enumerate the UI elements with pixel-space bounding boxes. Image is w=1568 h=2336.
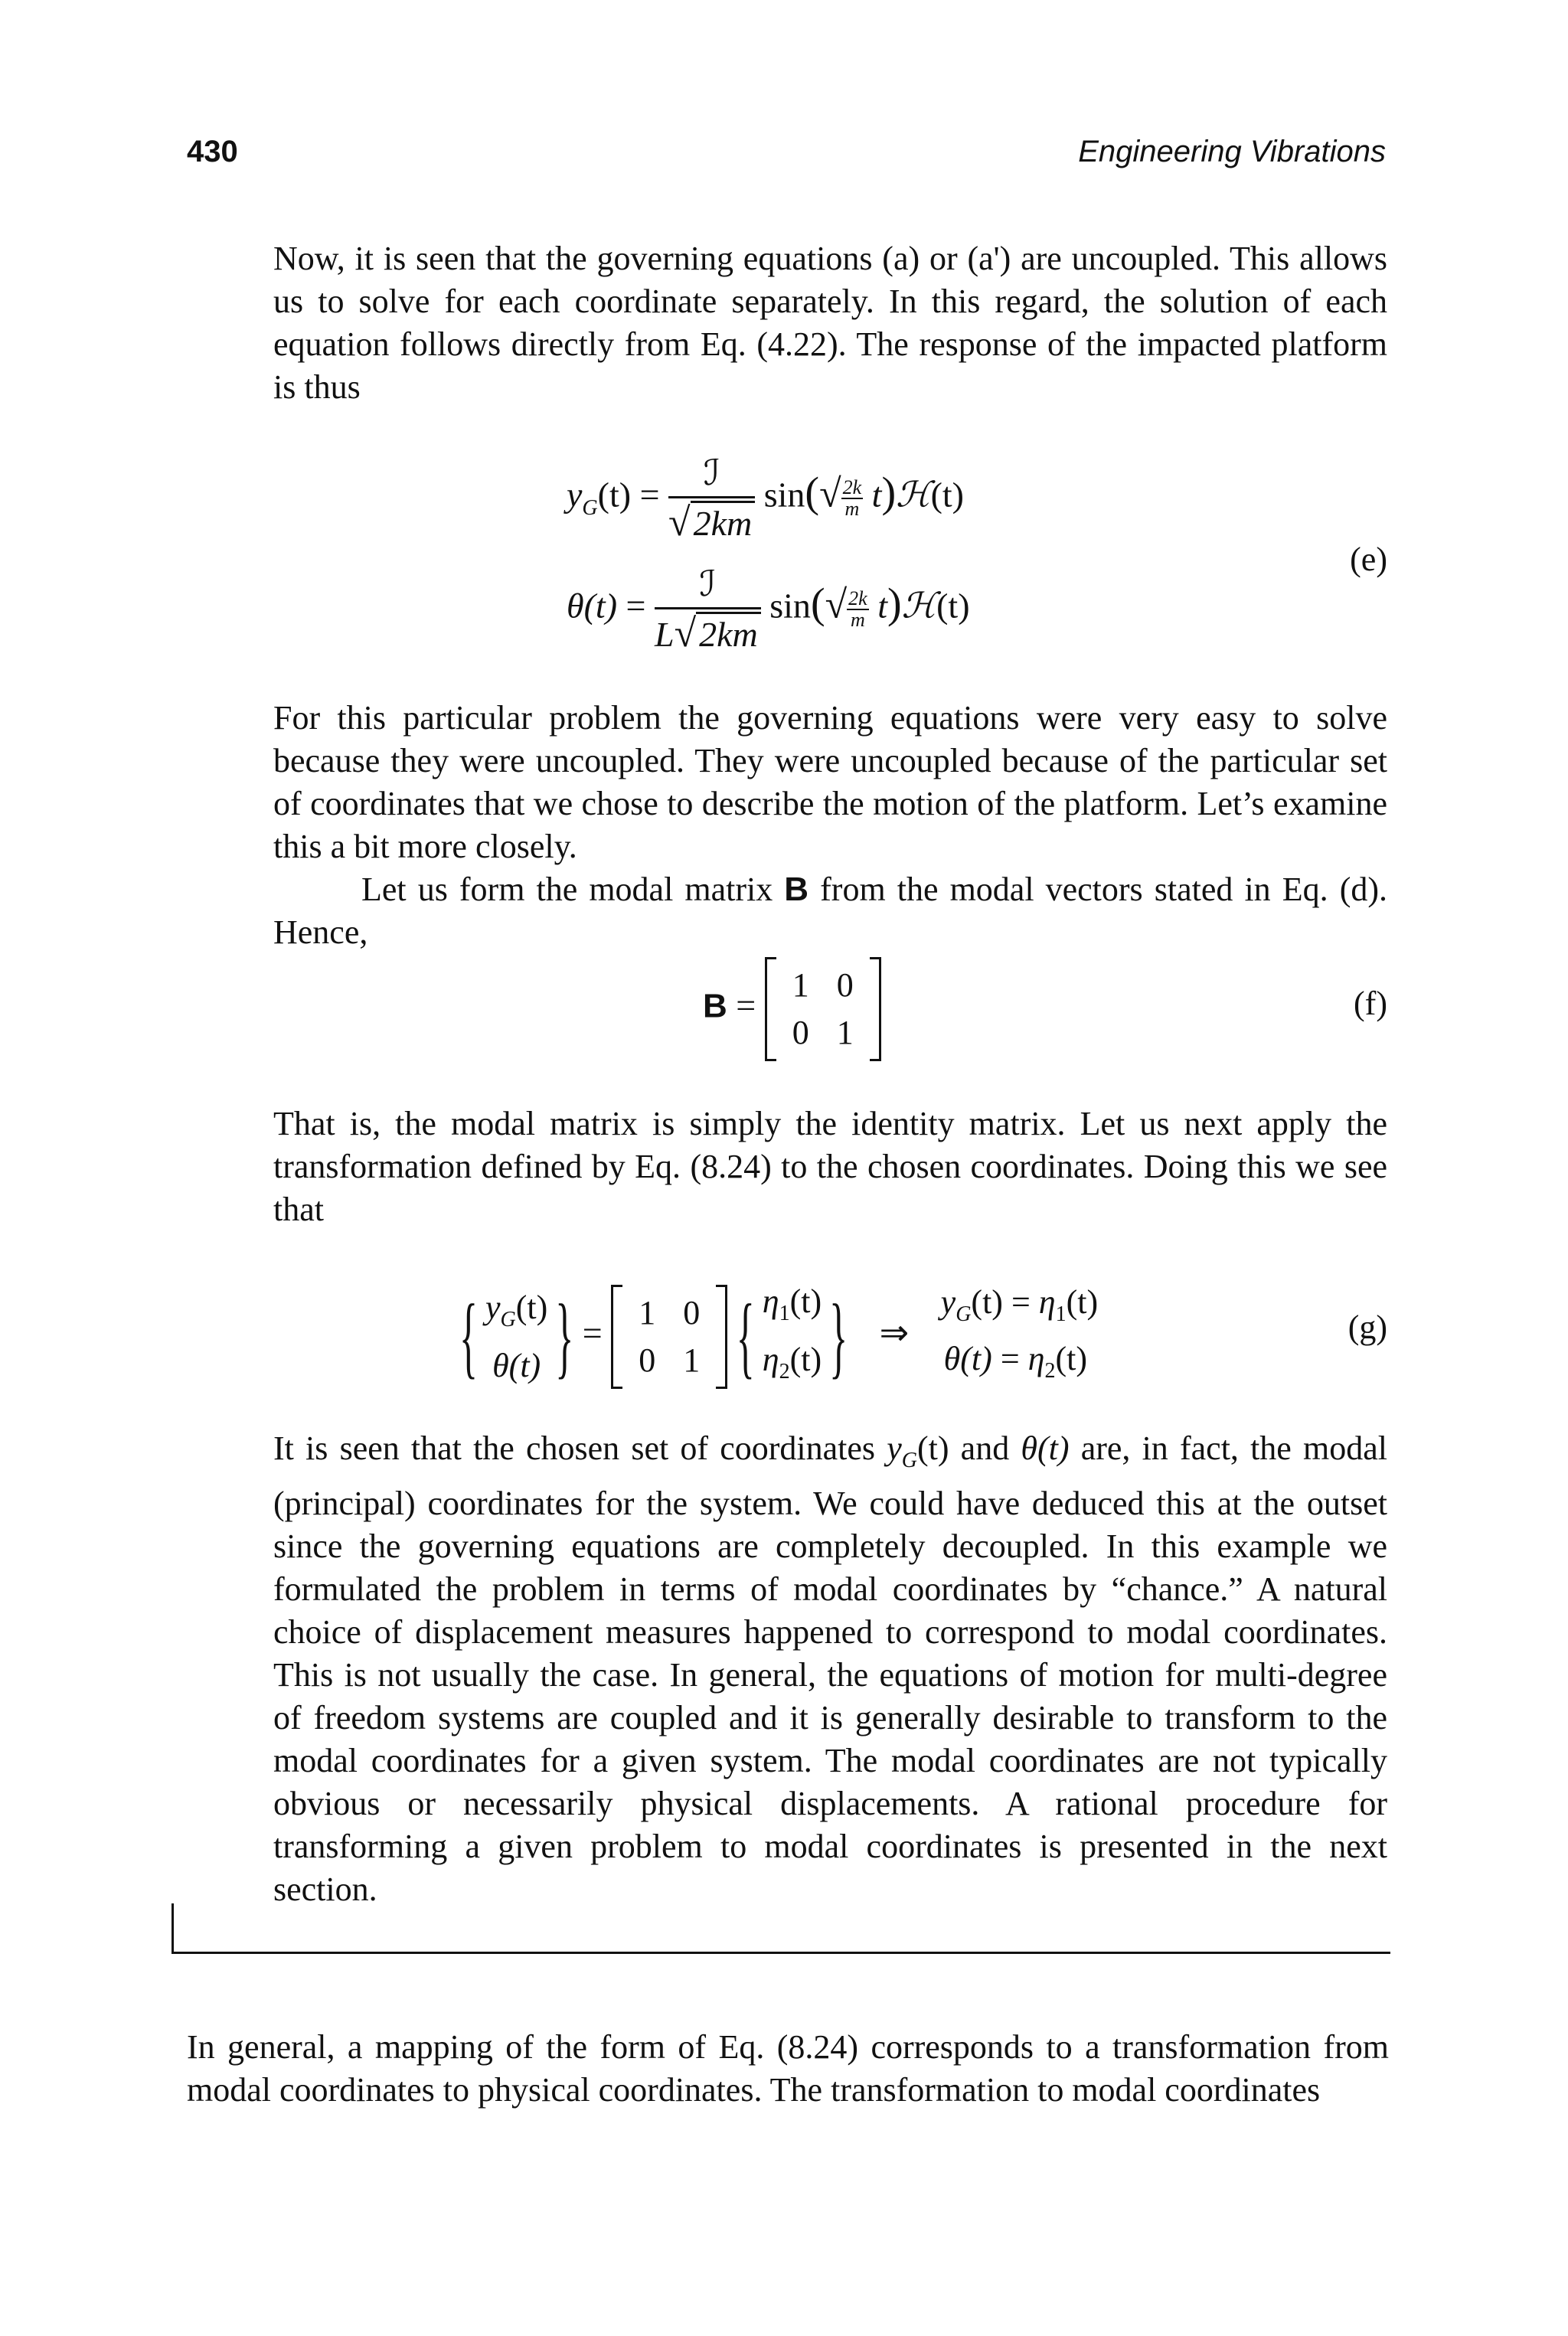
eq-2km: 2km [691,501,756,544]
example-end-rule-horizontal [172,1952,1390,1954]
eq-of-t: (t) [789,1340,822,1378]
vector-physical [459,1281,573,1393]
eq-of-t: (t) [936,586,970,626]
page-number: 430 [187,135,238,168]
equation-e-line-1: $y_G(t)$ = $\frac{\text{ℐ}}{√2km}$ sin(√ $\frac{2k}{m}$ t)ℋ(t) [567,453,964,544]
eq-t: t [871,475,882,515]
eq-y: y [940,1283,956,1321]
eq-theta: θ(t) [567,586,618,626]
equation-e-line-2: θ(t) = $\frac{\text{ℐ}}{L√2km}$ sin(√ $\frac{2k}{m}$ t)ℋ(t) [567,564,970,655]
eq-of-t: (t) [930,475,964,515]
sqrt-symbol: √ [668,501,691,544]
sqrt-symbol: √ [674,612,697,655]
eq-2k: 2k [848,587,867,609]
eq-of-t: (t) [971,1283,1003,1321]
eq-fraction [668,452,755,545]
m12: 0 [836,966,854,1004]
eq-y: y [567,475,583,515]
paragraph-1: Now, it is seen that the governing equations (a) or (a') are uncoupled. This allows us to solve for each coordinate separately. In this regard, the solution of each equation follows directly from Eq. (4.22). The response of the impacted platform is thus [273,240,1387,406]
eq-heaviside: ℋ [896,475,931,515]
p5-theta: θ(t) [1021,1429,1070,1467]
vector-modal [737,1275,848,1399]
p5-y: y [887,1429,902,1467]
eq-2km: 2km [696,612,761,655]
p5-and: and [949,1429,1021,1467]
eq-equals: = [736,985,756,1025]
eq-of-t: (t) [1066,1283,1099,1321]
eq-of-t: (t) [597,475,632,515]
eq-L: L [654,615,675,654]
eq-eta: η [762,1282,779,1320]
eq-y: y [485,1288,501,1326]
paragraph-6: In general, a mapping of the form of Eq. (8.24) corresponds to a transformation from modal coordinates to physical coordinates. The transformation to modal coordinates [187,2028,1389,2109]
eq-small-frac [847,589,869,630]
eq-m: m [851,609,865,631]
paragraph-4: That is, the modal matrix is simply the identity matrix. Let us next apply the transformation defined by Eq. (8.24) to the chosen coordinates. Doing this we see that [273,1105,1387,1228]
eq-fraction [655,563,761,656]
m22: 1 [836,1014,854,1051]
m21: 0 [792,1014,809,1051]
eq-sub-g: G [956,1302,972,1326]
eq-equals: = [639,475,660,515]
paragraph-5 [273,1427,1387,1911]
eq-of-t: (t) [789,1282,822,1320]
p5-sub-g: G [901,1448,917,1472]
m11: 1 [792,966,809,1004]
eq-results [941,1280,1098,1393]
eq-sub-2: 2 [779,1359,790,1384]
m21: 0 [639,1341,656,1379]
eq-impulse: ℐ [668,452,755,498]
eq-eta: η [1038,1283,1056,1321]
eq-eta: η [1027,1339,1045,1377]
m12: 0 [683,1293,701,1331]
eq-2k: 2k [842,476,862,498]
equation-f [703,957,881,1061]
eq-sin: sin [769,586,811,626]
paragraph-2: For this particular problem the governing equations were very easy to solve because they were uncoupled. They were uncoupled because of the particular set of coordinates that we chose to describe the motion of the platform. Let’s examine this a bit more closely. [273,699,1387,865]
m22: 1 [683,1341,701,1379]
eq-equals: = [582,1313,603,1353]
example-end-rule-vertical [172,1903,174,1954]
p5-text-b: are, in fact, the modal (principal) coordinates for the system. We could have deduced this at the outset since the governing equations are completely decoupled. In this example we formulated the problem in terms of modal coordinates by “chance.” A natural choice of displacement measures happened to correspond to modal coordinates. This is not usually the case. In general, the equations of motion for multi-degree of freedom systems are coupled and it is generally desirable to transform to the modal coordinates for a given system. The modal coordinates are not typically obvious or necessarily physical displacements. A rational procedure for transforming a given problem to modal coordinates is presented in the next section. [273,1429,1387,1908]
running-title: Engineering Vibrations [1078,135,1386,168]
equation-label-e: (e) [1350,541,1387,578]
eq-theta: θ(t) [492,1346,541,1384]
sqrt-symbol: √ [825,583,848,627]
equation-g [459,1275,1098,1399]
equation-label-f: (f) [1354,985,1387,1022]
eq-equals: = [1000,1339,1020,1377]
eq-sub-1: 1 [779,1301,790,1325]
eq-equals: = [1011,1283,1031,1321]
eq-sin: sin [763,475,805,515]
identity-matrix [611,1285,727,1389]
eq-equals: = [626,586,646,626]
p3-text-b: from the modal vectors stated in Eq. (d). Hence, [273,871,1387,951]
p5-of-t: (t) [916,1429,949,1467]
eq-sub-g: G [500,1307,516,1331]
equation-label-g: (g) [1348,1308,1387,1346]
eq-sub-2: 2 [1044,1358,1056,1383]
eq-eta: η [762,1340,779,1378]
eq-impulse: ℐ [655,563,761,609]
sqrt-symbol: √ [819,472,841,516]
p3-text-a: Let us form the modal matrix [361,871,785,908]
eq-of-t: (t) [515,1288,548,1326]
eq-B: B [703,987,727,1025]
p5-text-a: It is seen that the chosen set of coordinates [273,1429,887,1467]
eq-theta: θ(t) [943,1339,992,1377]
eq-t: t [877,586,887,626]
eq-heaviside: ℋ [901,586,937,626]
eq-sub-g: G [582,495,598,520]
eq-implies: ⇒ [879,1313,910,1353]
eq-of-t: (t) [1055,1339,1087,1377]
m11: 1 [639,1293,656,1331]
eq-sub-1: 1 [1055,1302,1067,1326]
paragraph-3 [273,868,1387,954]
p3-bold-b: B [784,871,809,908]
eq-m: m [844,498,860,520]
identity-matrix [765,957,881,1061]
eq-small-frac [841,478,864,519]
